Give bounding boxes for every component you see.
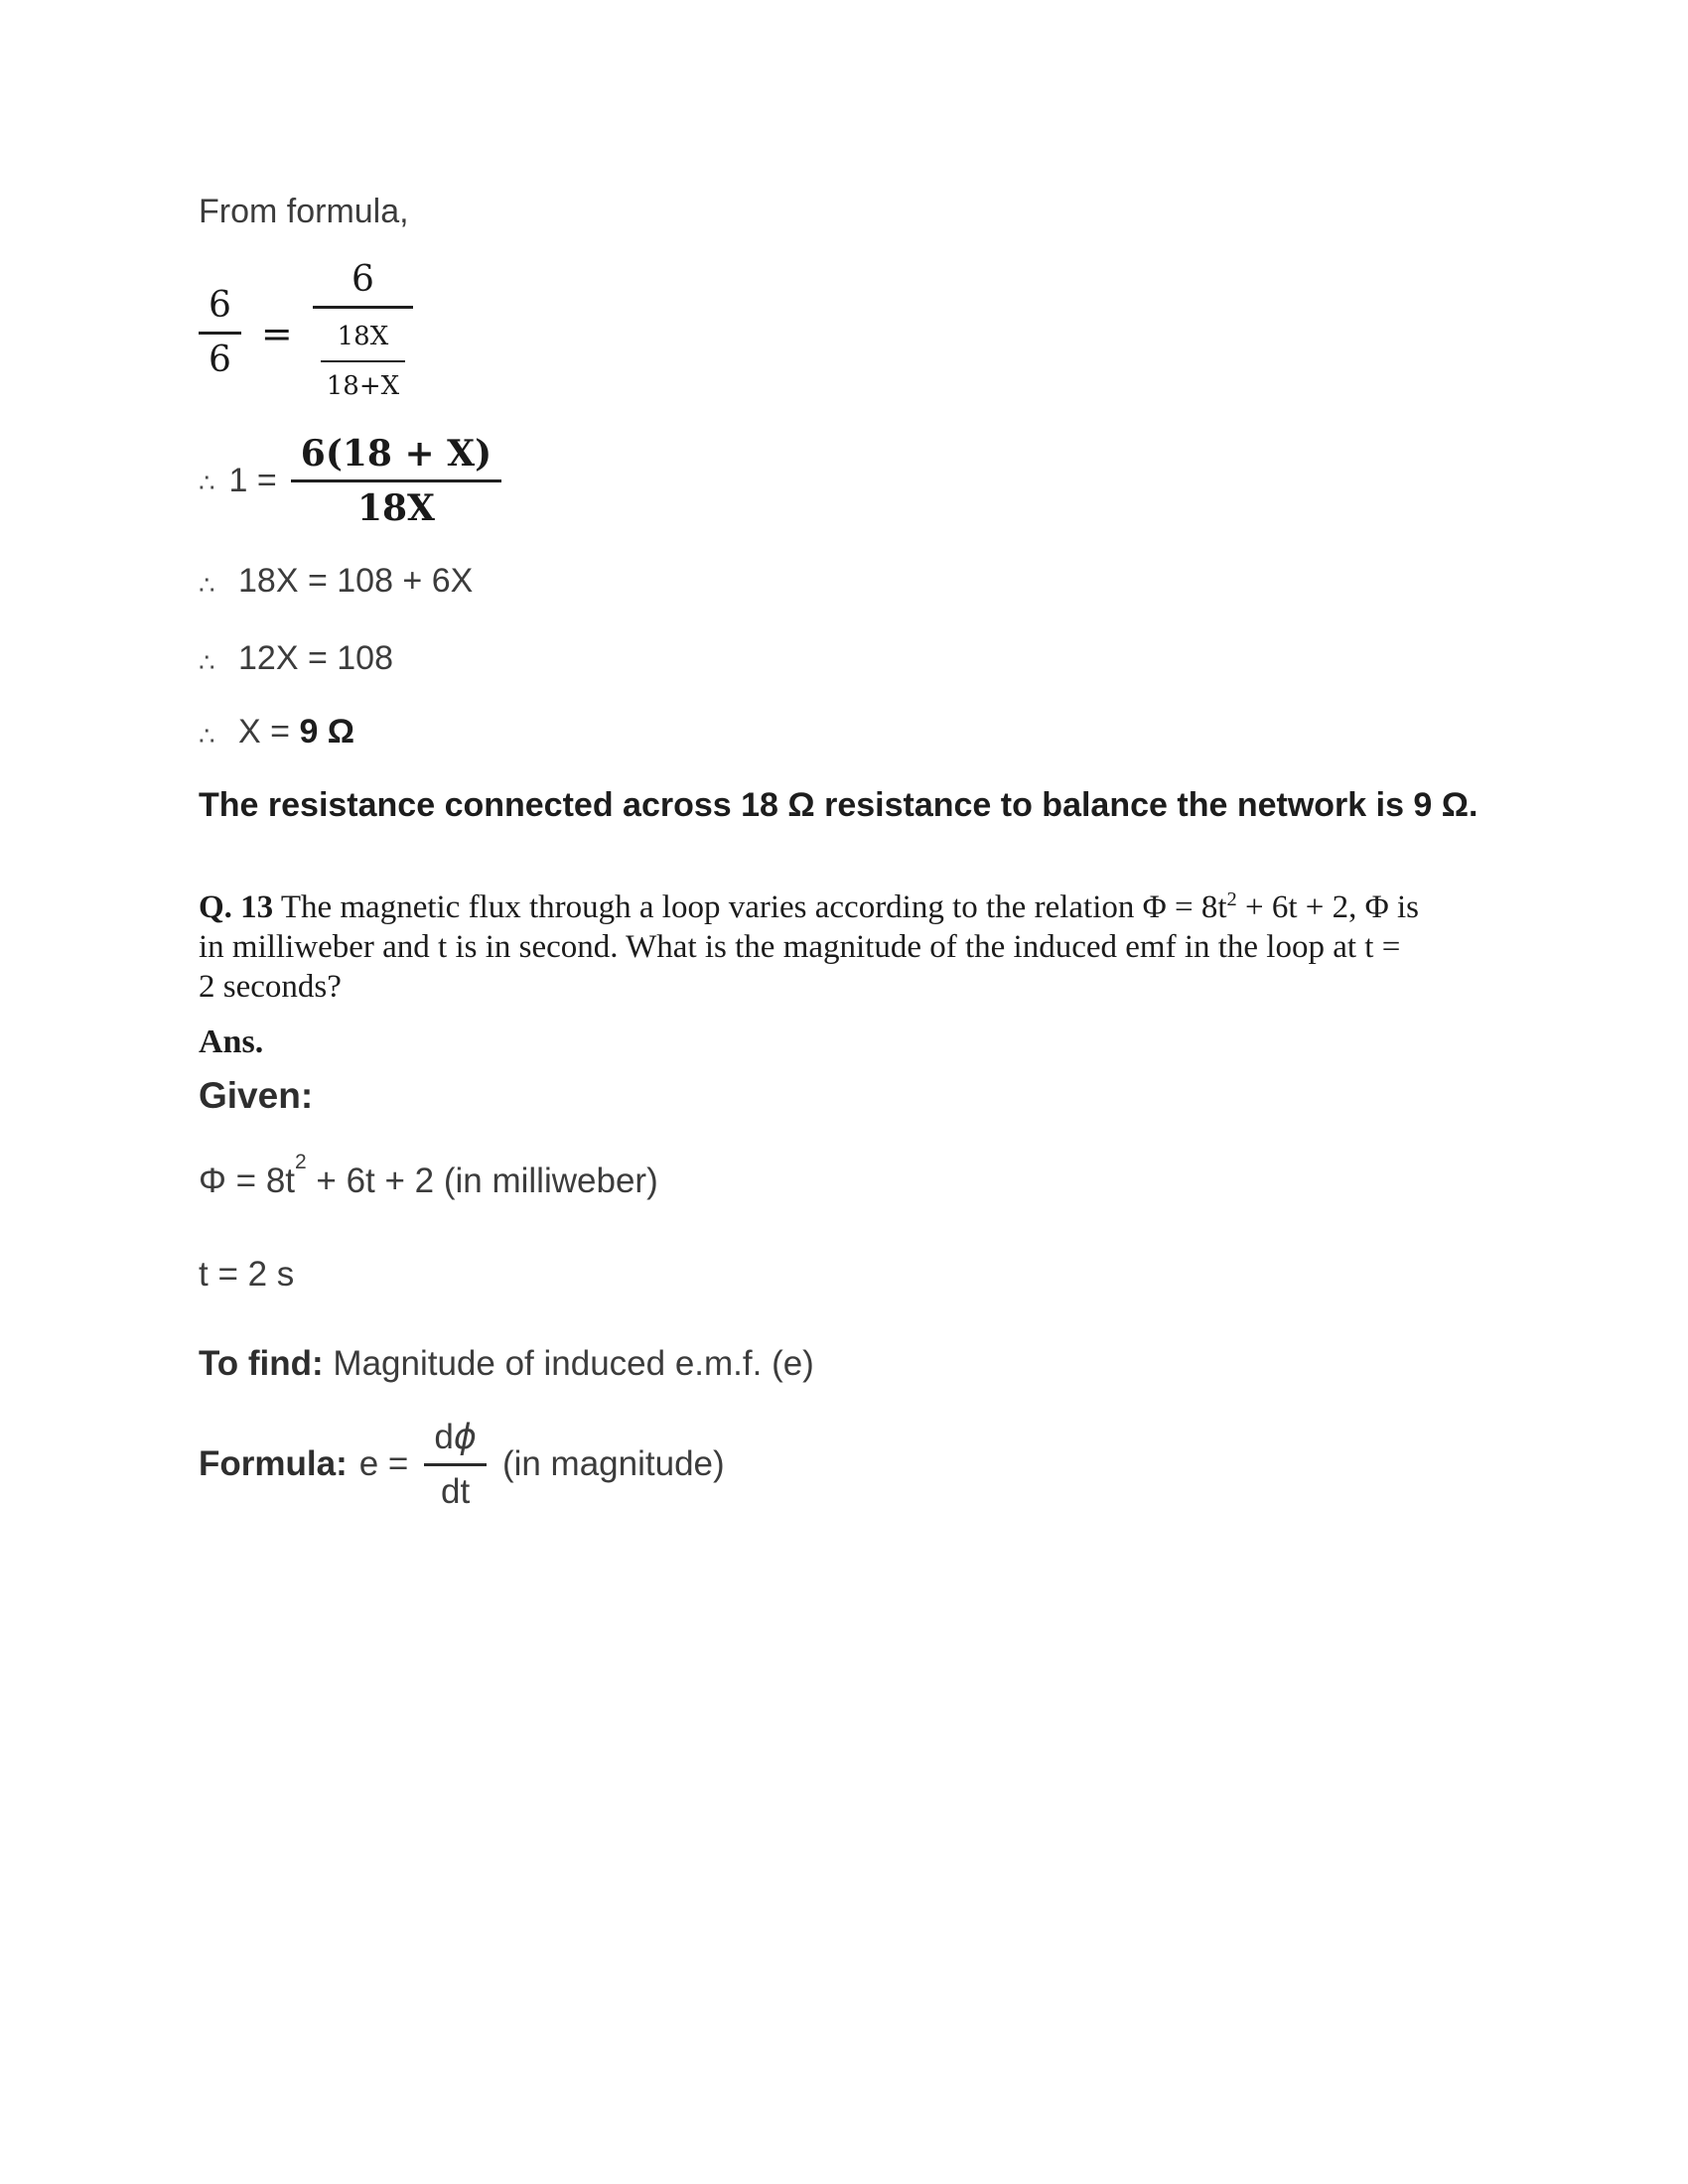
question-line: 2 seconds? [199, 969, 342, 1005]
superscript: 2 [295, 1150, 307, 1173]
therefore-symbol: ∴ [199, 647, 215, 677]
equation-expanded [199, 432, 1549, 530]
question-text: + 6t + 2, Φ is [1236, 889, 1420, 925]
flux-text: Φ = 8t [199, 1161, 296, 1200]
fraction-bar [313, 306, 413, 309]
result-value: 9 Ω [299, 713, 355, 751]
derivative-fraction [424, 1416, 487, 1514]
fraction-numerator: 6 [351, 259, 374, 300]
step-text: X = [238, 713, 300, 751]
equation-lead: 1 = [228, 462, 277, 499]
formula-line [199, 1416, 1549, 1514]
nested-fraction [321, 315, 405, 408]
equation-bridge-balance [199, 258, 1549, 408]
fraction-bar [199, 332, 241, 335]
fraction-bar [321, 360, 405, 362]
step-text: 12X = 108 [238, 639, 393, 677]
fraction-bar [424, 1463, 487, 1466]
equals-sign: = [260, 311, 293, 355]
superscript: 2 [1226, 888, 1237, 910]
solution-step [199, 560, 1549, 604]
flux-text: + 6t + 2 (in milliweber) [306, 1161, 658, 1200]
fraction-lhs [199, 284, 241, 382]
question-paragraph [199, 887, 1549, 1007]
fraction-bar [291, 479, 501, 482]
question-number: Q. 13 [199, 889, 274, 925]
fraction-numerator [424, 1416, 487, 1459]
to-find-line [199, 1340, 1549, 1388]
formula-lead: e = [358, 1444, 409, 1484]
fraction-denominator: 18X [356, 487, 435, 529]
question-line [199, 887, 1549, 927]
fraction-numerator: 6(18 + X) [300, 433, 492, 475]
intro-text: From formula, [199, 193, 409, 230]
to-find-label: To find: [199, 1344, 324, 1383]
question-line: in milliweber and t is in second. What is the magnitude of the induced emf in the loop at t = [199, 929, 1401, 965]
formula-note: (in magnitude) [501, 1444, 725, 1484]
formula-label: Formula: [199, 1444, 348, 1484]
fraction-denominator: 18+X [326, 371, 400, 401]
conclusion-statement: The resistance connected across 18 Ω resistance to balance the network is 9 Ω. [199, 786, 1478, 824]
fraction [291, 432, 501, 530]
question-text: The magnetic flux through a loop varies according to the relation Φ = 8t [273, 889, 1227, 925]
to-find-text: Magnitude of induced e.m.f. (e) [323, 1344, 814, 1383]
step-text: 18X = 108 + 6X [238, 562, 474, 600]
therefore-symbol: ∴ [199, 721, 215, 751]
fraction-denominator [313, 313, 413, 408]
solution-step [199, 637, 1549, 681]
fraction-denominator: dt [441, 1471, 471, 1511]
fraction-numerator: 6 [209, 285, 231, 326]
d-symbol: d [434, 1418, 454, 1456]
given-heading: Given: [199, 1075, 314, 1116]
therefore-symbol: ∴ [199, 468, 215, 497]
phi-symbol: ϕ [453, 1418, 477, 1457]
answer-label: Ans. [199, 1024, 264, 1060]
given-time-value: t = 2 s [199, 1255, 295, 1294]
therefore-symbol: ∴ [199, 570, 215, 600]
fraction-denominator: 6 [209, 340, 231, 380]
fraction-rhs [313, 258, 413, 408]
solution-step-result [199, 711, 1549, 754]
given-flux-equation [199, 1150, 1549, 1205]
fraction-numerator: 18X [337, 322, 389, 351]
